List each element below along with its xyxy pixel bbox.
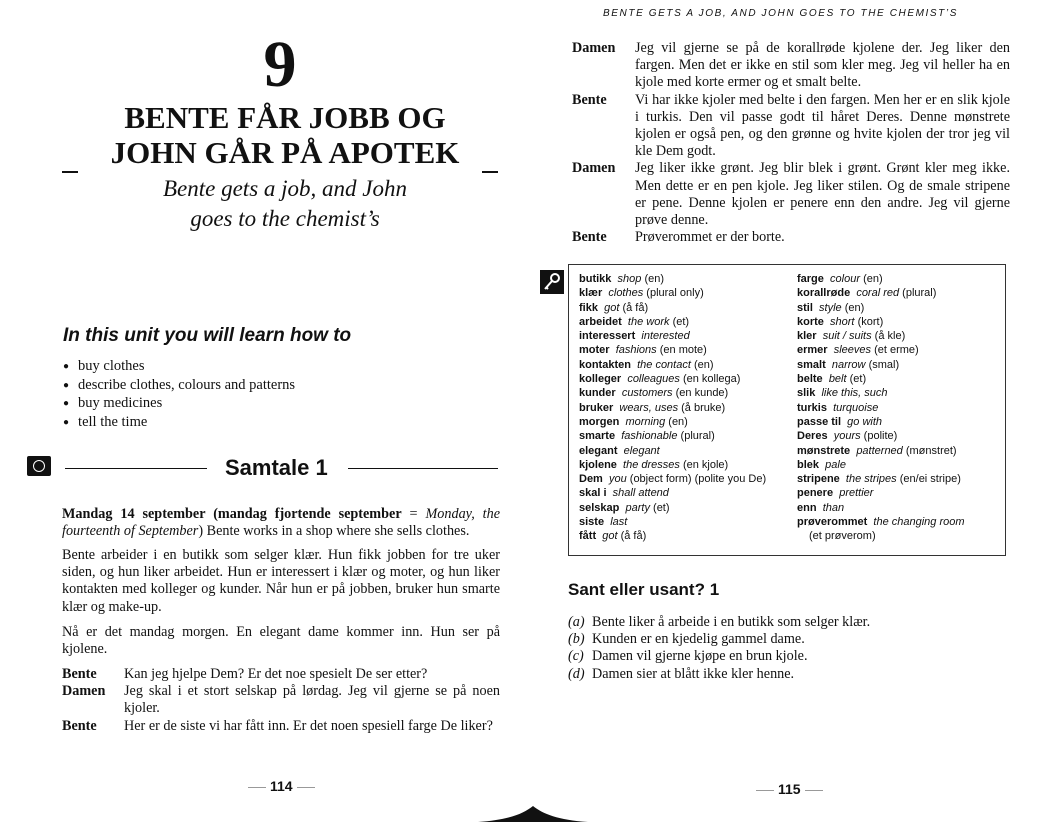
vocab-gloss: belt bbox=[828, 373, 847, 386]
chapter-number: 9 bbox=[263, 28, 297, 101]
vocab-word: moter bbox=[579, 344, 610, 357]
vocab-note: (en mote) bbox=[659, 344, 707, 357]
vocab-entry bbox=[797, 286, 1002, 300]
dialogue-text: Vi har ikke kjoler med belte i den fargen. Men her er en slik kjole i turkis. Den vil passe godt til håret Deres. Denne mønstrete kjolen er også pen, og den grønne og hvite kjolen der tror jeg vil kle Dem godt. bbox=[635, 91, 1010, 160]
vocab-gloss: like this, such bbox=[821, 387, 888, 400]
vocab-word: skal i bbox=[579, 487, 607, 500]
vocab-gloss: the dresses bbox=[623, 458, 680, 471]
running-header: BENTE GETS A JOB, AND JOHN GOES TO THE CHEMIST’S bbox=[603, 8, 958, 19]
vocab-note: (kort) bbox=[857, 315, 884, 328]
dialogue-text: Kan jeg hjelpe Dem? Er det noe spesielt De ser etter? bbox=[124, 666, 428, 682]
vocab-entry bbox=[579, 458, 789, 472]
vocab-word: belte bbox=[797, 373, 823, 386]
dialogue-text: Jeg liker ikke grønt. Jeg blir blek i grønt. Grønt kler meg ikke. Men dette er en pen kjole. Jeg liker stilen. Og de smale stripene er pene. Denne kjolen er penere enn den andre. Jeg vil gjerne prøve denne. bbox=[635, 160, 1010, 229]
vocab-gloss: morning bbox=[625, 415, 666, 428]
vocab-gloss: interested bbox=[641, 330, 690, 343]
exercise-label: (a) bbox=[568, 614, 585, 630]
vocab-gloss: fashions bbox=[615, 344, 657, 357]
vocab-word: butikk bbox=[579, 273, 612, 285]
vocab-word: kler bbox=[797, 330, 817, 343]
vocab-word: slik bbox=[797, 387, 816, 400]
vocab-entry bbox=[579, 486, 789, 500]
dialogue-text: Jeg vil gjerne se på de korallrøde kjolene der. Jeg liker den fargen. Men det er ikke en stil som kler meg. Jeg vil heller ha en kjole med korte ermer og et smalt belte. bbox=[635, 40, 1010, 91]
speaker-name: Damen bbox=[572, 160, 616, 177]
vocab-word: smarte bbox=[579, 430, 616, 443]
vocab-word: siste bbox=[579, 516, 605, 529]
vocab-gloss: style bbox=[819, 301, 842, 314]
dialogue-line bbox=[62, 683, 500, 717]
speaker-name: Bente bbox=[62, 717, 97, 734]
vocab-word: arbeidet bbox=[579, 315, 622, 328]
vocab-entry bbox=[797, 444, 1002, 458]
vocab-word: turkis bbox=[797, 401, 827, 414]
vocab-entry bbox=[579, 429, 789, 443]
exercise-list bbox=[568, 614, 870, 683]
exercise-item bbox=[568, 614, 870, 631]
vocab-entry bbox=[579, 372, 789, 386]
vocab-word: kolleger bbox=[579, 373, 622, 386]
speaker-name: Damen bbox=[572, 40, 616, 56]
vocab-entry bbox=[797, 329, 1002, 343]
vocab-entry bbox=[579, 358, 789, 372]
intro-eq: = bbox=[401, 506, 426, 522]
vocab-note: (en) bbox=[668, 415, 688, 428]
vocab-gloss: pale bbox=[825, 458, 846, 471]
vocab-gloss: narrow bbox=[831, 358, 866, 371]
vocab-note: (å få) bbox=[620, 530, 647, 543]
speaker-name: Bente bbox=[572, 91, 607, 108]
vocab-word: korallrøde bbox=[797, 287, 851, 300]
vocab-gloss: got bbox=[604, 301, 620, 314]
section-rule-left bbox=[65, 468, 207, 469]
vocab-word: stil bbox=[797, 301, 813, 314]
vocab-gloss: customers bbox=[621, 387, 673, 400]
vocab-gloss: turquoise bbox=[833, 401, 879, 414]
dialogue-line bbox=[62, 666, 500, 683]
exercise-text: Damen vil gjerne kjøpe en brun kjole. bbox=[592, 648, 808, 665]
vocab-note: (en) bbox=[644, 273, 665, 285]
vocab-entry bbox=[797, 472, 1002, 486]
vocab-note: (en) bbox=[693, 358, 714, 371]
vocab-note: (et) bbox=[672, 315, 690, 328]
vocab-gloss: party bbox=[625, 501, 650, 514]
vocab-note: (object form) (polite you De) bbox=[629, 473, 767, 486]
learning-goal: ● tell the time bbox=[63, 414, 295, 433]
learning-goal: ● describe clothes, colours and patterns bbox=[63, 377, 295, 396]
vocab-word: prøverommet bbox=[797, 516, 868, 529]
learning-goal: ● buy medicines bbox=[63, 395, 295, 414]
vocab-gloss: last bbox=[610, 516, 628, 529]
learning-goals-list bbox=[63, 358, 295, 432]
vocab-entry bbox=[797, 515, 1002, 529]
chapter-subtitle-line1: Bente gets a job, and John bbox=[162, 176, 407, 201]
vocab-gloss: go with bbox=[847, 415, 883, 428]
vocab-note: (plural) bbox=[680, 430, 715, 443]
page-number-text: 115 bbox=[778, 781, 801, 797]
vocabulary-column-1 bbox=[579, 272, 789, 544]
vocab-gloss: short bbox=[830, 315, 855, 328]
vocab-word: klær bbox=[579, 287, 603, 300]
exercise-text: Bente liker å arbeide i en butikk som selger klær. bbox=[592, 614, 871, 630]
dialogue-line bbox=[572, 92, 1010, 161]
vocab-gloss: patterned bbox=[856, 444, 903, 457]
vocab-note: (plural) bbox=[902, 287, 937, 300]
vocab-entry bbox=[579, 401, 789, 415]
vocab-gloss: clothes bbox=[608, 287, 644, 300]
vocab-gloss: got bbox=[602, 530, 618, 543]
vocab-word: smalt bbox=[797, 358, 826, 371]
vocab-entry bbox=[797, 401, 1002, 415]
dialogue-line bbox=[572, 229, 1010, 246]
exercise-text: Kunden er en kjedelig gammel dame. bbox=[592, 631, 805, 648]
vocab-gloss: suit / suits bbox=[822, 330, 872, 343]
vocab-note: (et) bbox=[849, 373, 867, 386]
vocab-word: kontakten bbox=[579, 358, 631, 371]
vocab-note: (en kjole) bbox=[682, 458, 729, 471]
vocab-entry bbox=[579, 329, 789, 343]
vocab-gloss: shop bbox=[617, 273, 642, 285]
chapter-subtitle-line2: goes to the chemist’s bbox=[190, 206, 380, 231]
page-number-right bbox=[752, 781, 827, 797]
speaker-name: Bente bbox=[572, 229, 607, 246]
vocab-word: bruker bbox=[579, 401, 614, 414]
vocab-entry bbox=[797, 486, 1002, 500]
section-title: Samtale 1 bbox=[225, 455, 328, 480]
intro-paragraph bbox=[62, 506, 500, 540]
vocab-gloss: colleagues bbox=[627, 373, 680, 386]
vocab-word: mønstrete bbox=[797, 444, 851, 457]
vocab-entry bbox=[579, 472, 789, 486]
chapter-title bbox=[60, 100, 510, 170]
page-number-left bbox=[244, 778, 319, 794]
vocab-word: kunder bbox=[579, 387, 616, 400]
vocab-gloss: than bbox=[822, 501, 845, 514]
vocab-entry bbox=[797, 501, 1002, 515]
dialogue-left bbox=[62, 666, 500, 735]
vocab-note: (smal) bbox=[868, 358, 900, 371]
key-icon bbox=[540, 270, 564, 294]
vocab-gloss: the changing room bbox=[873, 516, 965, 529]
vocab-entry bbox=[797, 343, 1002, 357]
vocab-entry bbox=[797, 415, 1002, 429]
vocab-word: ermer bbox=[797, 344, 828, 357]
vocab-entry bbox=[579, 301, 789, 315]
vocab-word: Deres bbox=[797, 430, 828, 443]
vocab-gloss: coral red bbox=[856, 287, 900, 300]
vocab-note: (å kle) bbox=[874, 330, 906, 343]
vocab-word: elegant bbox=[579, 444, 618, 457]
vocab-entry bbox=[579, 444, 789, 458]
story-paragraph-1: Bente arbeider i en butikk som selger klær. Hun fikk jobben for tre uker siden, og hun liker arbeidet. Hun er interessert i klær og moter, og hun liker kontakten med kolleger og kunder. Når hun er på jobben, bruker hun smarte klær og make-up. bbox=[62, 547, 500, 615]
chapter-subtitle bbox=[60, 174, 510, 234]
chapter-title-line1: BENTE FÅR JOBB OG bbox=[124, 100, 446, 135]
dialogue-text: Prøverommet er der borte. bbox=[635, 229, 785, 246]
vocab-gloss: sleeves bbox=[833, 344, 871, 357]
dialogue-line bbox=[62, 718, 500, 735]
vocab-entry bbox=[797, 301, 1002, 315]
vocab-entry bbox=[579, 501, 789, 515]
vocab-entry bbox=[797, 429, 1002, 443]
vocabulary-column-2 bbox=[797, 272, 1002, 544]
vocab-note: (et) bbox=[653, 501, 670, 514]
vocab-entry bbox=[579, 386, 789, 400]
vocab-word: enn bbox=[797, 501, 817, 514]
title-dash-left bbox=[62, 171, 78, 173]
page-number-text: 114 bbox=[270, 778, 293, 794]
vocab-entry bbox=[797, 458, 1002, 472]
vocab-note: (polite) bbox=[863, 430, 898, 443]
vocab-note: (mønstret) bbox=[905, 444, 957, 457]
story-paragraph-2: Nå er det mandag morgen. En elegant dame kommer inn. Hun ser på kjolene. bbox=[62, 624, 500, 658]
vocab-entry bbox=[579, 272, 789, 286]
vocab-note: (plural only) bbox=[646, 287, 704, 300]
vocab-gloss: you bbox=[608, 473, 627, 486]
vocab-word: penere bbox=[797, 487, 834, 500]
vocab-gloss: yours bbox=[833, 430, 861, 443]
vocab-gloss: fashionable bbox=[621, 430, 678, 443]
vocab-entry bbox=[579, 529, 789, 543]
vocab-entry bbox=[579, 315, 789, 329]
vocab-gloss: wears, uses bbox=[619, 401, 679, 414]
vocab-word: morgen bbox=[579, 415, 620, 428]
vocab-word: stripene bbox=[797, 473, 840, 486]
vocab-word: farge bbox=[797, 273, 824, 285]
vocab-word: korte bbox=[797, 315, 824, 328]
dialogue-text: Her er de siste vi har fått inn. Er det noen spesiell farge De liker? bbox=[124, 717, 493, 734]
vocab-extra-note: (et prøverom) bbox=[809, 530, 876, 543]
dialogue-line bbox=[572, 160, 1010, 229]
exercise-label: (c) bbox=[568, 648, 584, 665]
vocab-gloss: shall attend bbox=[612, 487, 669, 500]
vocab-entry bbox=[579, 343, 789, 357]
vocab-word: blek bbox=[797, 458, 820, 471]
vocab-entry bbox=[579, 415, 789, 429]
vocab-entry bbox=[797, 358, 1002, 372]
vocabulary-box bbox=[568, 264, 1006, 556]
vocab-word: kjolene bbox=[579, 458, 617, 471]
speaker-name: Damen bbox=[62, 683, 106, 700]
exercise-text: Damen sier at blått ikke kler henne. bbox=[592, 665, 795, 682]
dialogue-right bbox=[572, 40, 1010, 246]
chapter-title-line2: JOHN GÅR PÅ APOTEK bbox=[110, 135, 460, 170]
cd-audio-icon bbox=[27, 456, 51, 476]
vocab-word: passe til bbox=[797, 415, 842, 428]
vocab-entry bbox=[797, 386, 1002, 400]
exercise-label: (b) bbox=[568, 631, 585, 648]
intro-bold: Mandag 14 september (mandag fjortende september bbox=[62, 506, 402, 522]
vocab-note: (en/ei stripe) bbox=[899, 473, 961, 486]
vocab-entry bbox=[797, 272, 1002, 286]
vocab-word: interessert bbox=[579, 330, 636, 343]
vocab-gloss: prettier bbox=[839, 487, 874, 500]
vocab-word: Dem bbox=[579, 473, 603, 486]
section-rule-right bbox=[348, 468, 498, 469]
exercise-label: (d) bbox=[568, 665, 585, 682]
vocab-gloss: the stripes bbox=[845, 473, 897, 486]
vocab-entry bbox=[579, 286, 789, 300]
exercise-item bbox=[568, 648, 870, 665]
vocab-gloss: the work bbox=[627, 315, 670, 328]
vocab-entry bbox=[797, 372, 1002, 386]
vocab-gloss: colour bbox=[830, 273, 860, 285]
vocab-entry bbox=[579, 515, 789, 529]
title-dash-right bbox=[482, 171, 498, 173]
vocab-entry bbox=[797, 315, 1002, 329]
book-spine-shadow bbox=[478, 806, 588, 822]
exercise-item bbox=[568, 666, 870, 683]
vocab-note: (en kollega) bbox=[682, 373, 741, 386]
vocab-gloss: elegant bbox=[623, 444, 660, 457]
vocab-word: fått bbox=[579, 530, 597, 543]
learning-goal: ● buy clothes bbox=[63, 358, 295, 377]
dialogue-line bbox=[572, 40, 1010, 92]
vocab-note: (en) bbox=[844, 301, 865, 314]
exercise-item bbox=[568, 631, 870, 648]
vocab-word: selskap bbox=[579, 501, 620, 514]
intro-italic: Monday, the fourteenth of September bbox=[62, 506, 500, 540]
unit-heading: In this unit you will learn how to bbox=[63, 325, 352, 346]
vocab-note: (å bruke) bbox=[681, 401, 726, 414]
exercise-title: Sant eller usant? 1 bbox=[568, 580, 720, 599]
intro-rest: ) Bente works in a shop where she sells clothes. bbox=[198, 523, 470, 540]
dialogue-text: Jeg skal i et stort selskap på lørdag. Jeg vil gjerne se på noen kjoler. bbox=[124, 683, 500, 717]
vocab-note: (en) bbox=[863, 273, 883, 285]
vocab-note: (en kunde) bbox=[675, 387, 729, 400]
vocab-note: (et erme) bbox=[874, 344, 919, 357]
vocab-gloss: the contact bbox=[637, 358, 691, 371]
vocab-note: (å få) bbox=[622, 301, 649, 314]
speaker-name: Bente bbox=[62, 666, 97, 682]
vocab-word: fikk bbox=[579, 301, 598, 314]
